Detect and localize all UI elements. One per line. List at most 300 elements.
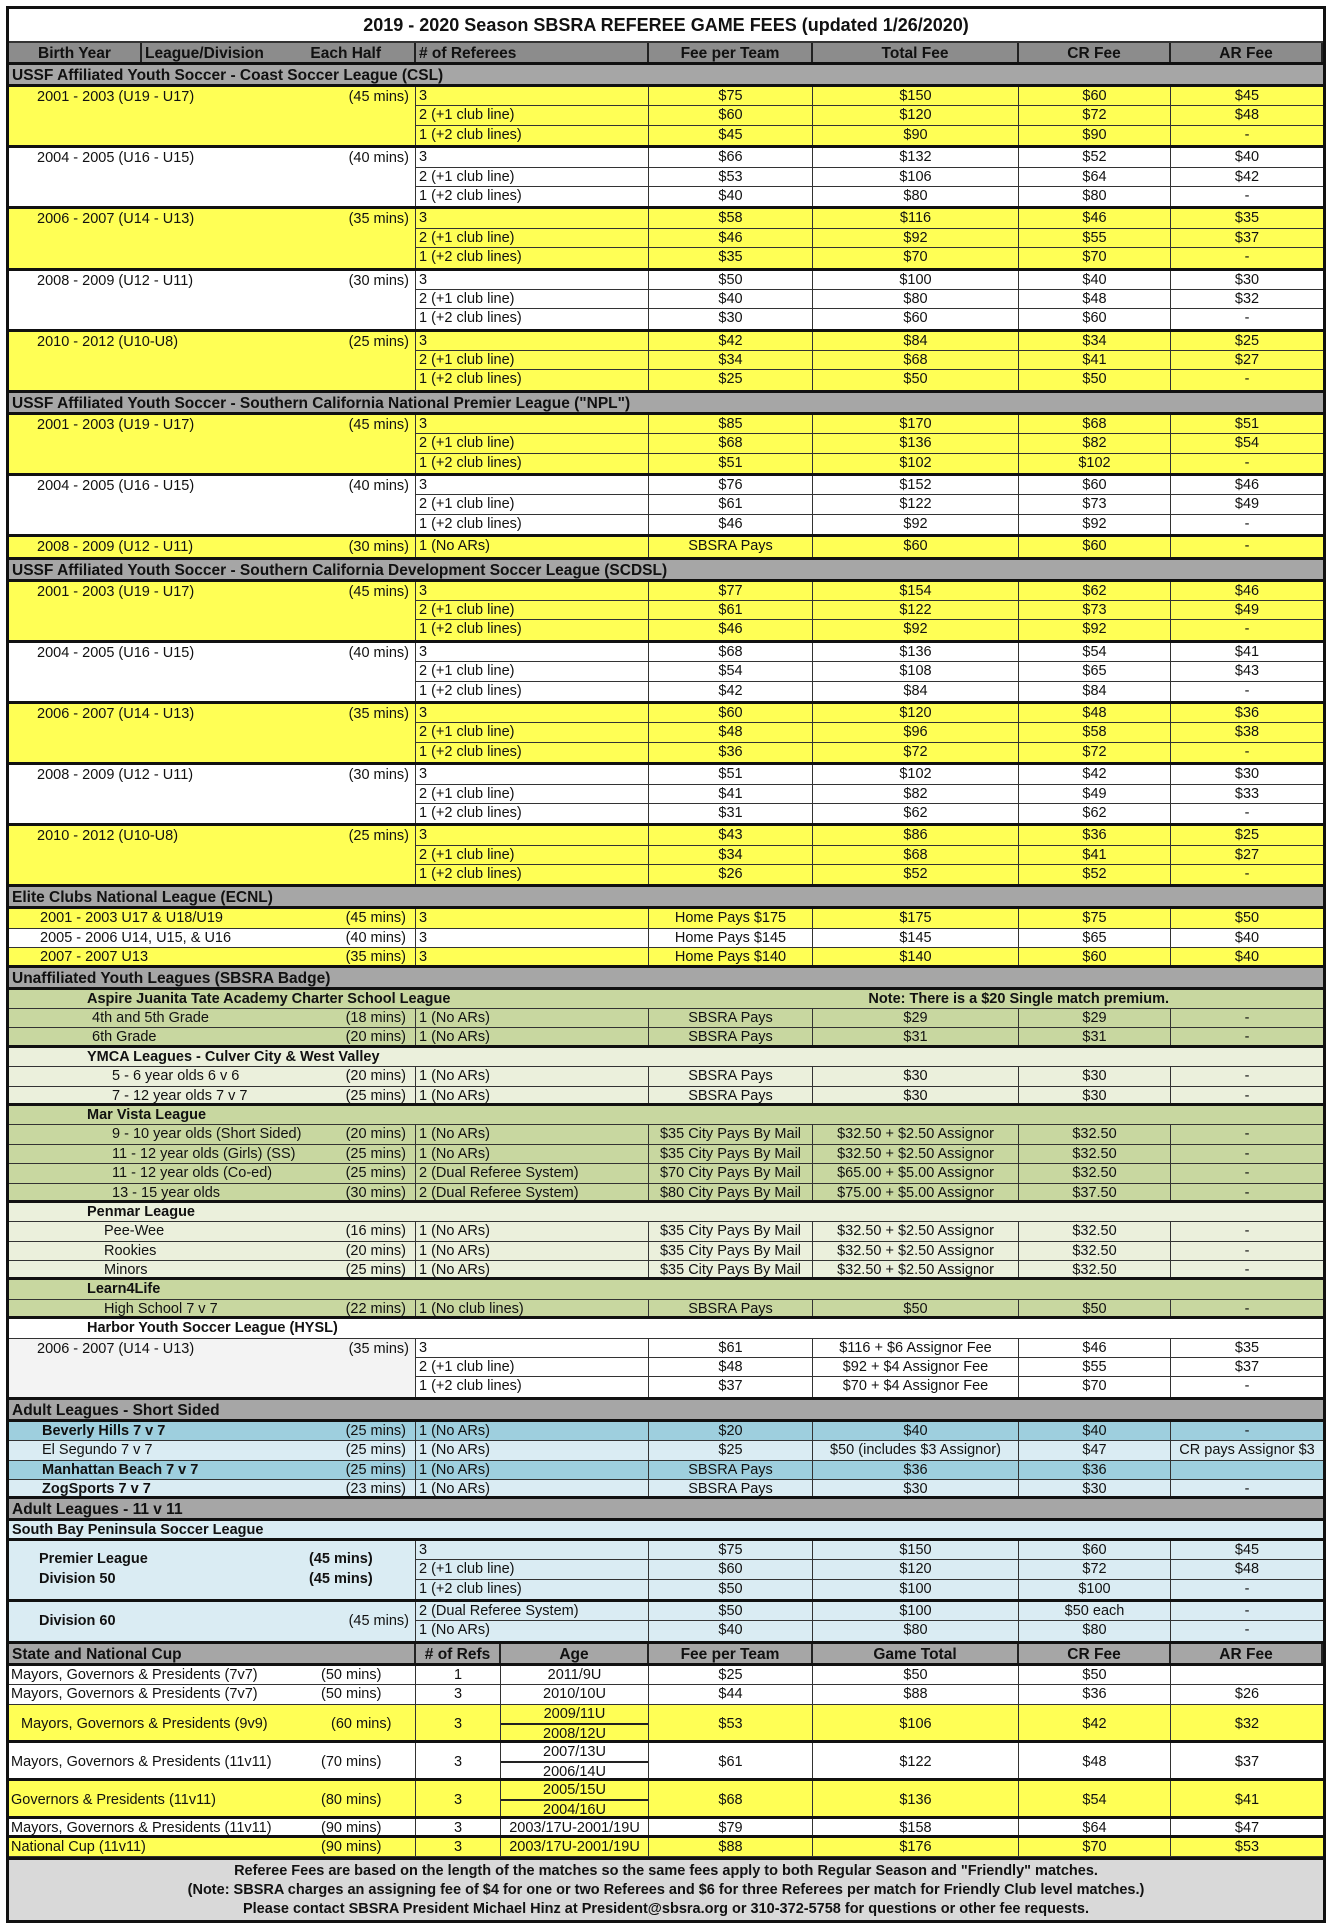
fee-rows bbox=[416, 332, 1323, 390]
cr-fee-cell: $41 bbox=[1019, 846, 1171, 864]
referees-cell: 1 (+2 club lines) bbox=[416, 187, 649, 206]
division-name: Division 60 bbox=[39, 1612, 116, 1629]
referees-cell: 1 (+2 club lines) bbox=[416, 370, 649, 389]
league-subheader bbox=[9, 1048, 1323, 1067]
fee-per-team-cell: SBSRA Pays bbox=[649, 537, 813, 556]
cr-fee-cell: $52 bbox=[1019, 148, 1171, 166]
num-refs-cell: 3 bbox=[416, 1705, 501, 1740]
ar-fee-cell: - bbox=[1244, 621, 1250, 638]
row-label bbox=[9, 1838, 416, 1856]
total-fee-cell: $120 bbox=[813, 1560, 1019, 1578]
ar-fee-cell: $36 bbox=[1234, 704, 1260, 721]
referees-cell: 3 bbox=[416, 332, 649, 350]
total-fee-cell: $92 + $4 Assignor Fee bbox=[813, 1358, 1019, 1376]
cr-fee-cell: $30 bbox=[1019, 1067, 1171, 1085]
ar-fee-cell: $53 bbox=[1234, 1838, 1260, 1855]
each-half: (35 mins) bbox=[345, 949, 406, 965]
ar-fee-cell: $45 bbox=[1234, 1541, 1260, 1558]
ar-fee-cell: $48 bbox=[1234, 107, 1260, 124]
row-label bbox=[9, 1480, 416, 1496]
each-half: (40 mins) bbox=[348, 478, 409, 495]
row-label bbox=[9, 909, 416, 927]
each-half: (20 mins) bbox=[345, 1126, 406, 1143]
age-value: 2003/17U-2001/19U bbox=[509, 1819, 640, 1835]
table-row bbox=[416, 765, 1323, 784]
total-fee-cell: $50 bbox=[813, 370, 1019, 389]
age-group-label bbox=[9, 643, 416, 701]
fee-rows bbox=[416, 209, 1323, 267]
cr-fee-cell: $73 bbox=[1019, 495, 1171, 513]
referees-cell: 1 (No ARs) bbox=[416, 1461, 649, 1479]
total-fee-cell: $92 bbox=[813, 229, 1019, 247]
ar-fee-cell: - bbox=[1244, 1145, 1250, 1162]
table-row bbox=[416, 620, 1323, 639]
each-half: (25 mins) bbox=[345, 1461, 406, 1478]
table-row bbox=[9, 1422, 1323, 1441]
row-name: 6th Grade bbox=[92, 1029, 157, 1045]
ar-fee-cell: - bbox=[1244, 187, 1250, 204]
section-npl: USSF Affiliated Youth Soccer - Southern California National Premier League ("NPL") bbox=[9, 393, 1323, 415]
cr-fee-cell: $80 bbox=[1019, 1621, 1171, 1640]
each-half: (90 mins) bbox=[321, 1819, 382, 1835]
cr-fee-cell: $72 bbox=[1019, 1560, 1171, 1578]
referees-cell: 3 bbox=[416, 643, 649, 661]
fee-per-team-cell: $41 bbox=[649, 785, 813, 803]
fee-rows bbox=[416, 704, 1323, 762]
ar-fee-cell: $30 bbox=[1234, 271, 1260, 288]
each-half: (45 mins) bbox=[309, 1571, 373, 1588]
fee-rows bbox=[416, 271, 1323, 329]
age-group bbox=[9, 1541, 1323, 1602]
referees-cell: 1 (No ARs) bbox=[416, 1067, 649, 1085]
table-row bbox=[9, 1480, 1323, 1499]
ar-fee-cell: $51 bbox=[1234, 415, 1260, 432]
each-half: (45 mins) bbox=[348, 416, 409, 433]
age-cell bbox=[501, 1666, 649, 1684]
fee-per-team-cell: SBSRA Pays bbox=[649, 1067, 813, 1085]
footer-line-3: Please contact SBSRA President Michael Hinz at President@sbsra.org or 310-372-5758 for questions or other fee requests. bbox=[242, 1901, 1089, 1918]
birth-year: 2006 - 2007 (U14 - U13) bbox=[37, 1340, 195, 1357]
total-fee-cell: $40 bbox=[813, 1422, 1019, 1440]
cr-fee-cell: $82 bbox=[1019, 434, 1171, 452]
table-row bbox=[416, 351, 1323, 370]
age-group bbox=[9, 415, 1323, 476]
num-refs-cell: 1 bbox=[416, 1666, 501, 1684]
fee-per-team-cell: $75 bbox=[649, 87, 813, 105]
ar-fee-cell: $54 bbox=[1234, 435, 1260, 452]
cr-fee-cell: $65 bbox=[1019, 662, 1171, 680]
ar-fee-cell: - bbox=[1244, 249, 1250, 266]
column-header-row bbox=[9, 43, 1323, 65]
fee-rows bbox=[416, 1541, 1323, 1599]
each-half: (20 mins) bbox=[345, 1029, 406, 1045]
each-half: (70 mins) bbox=[321, 1753, 382, 1770]
each-half: (45 mins) bbox=[345, 910, 406, 927]
cr-fee-cell: $60 bbox=[1019, 1541, 1171, 1559]
row-name: Mayors, Governors & Presidents (9v9) bbox=[21, 1715, 268, 1732]
table-row bbox=[416, 415, 1323, 434]
ar-fee-cell: - bbox=[1244, 1029, 1250, 1045]
referees-cell: 2 (+1 club line) bbox=[416, 229, 649, 247]
fee-per-team-cell: $26 bbox=[649, 865, 813, 884]
age-value: 2004/16U bbox=[543, 1801, 606, 1816]
ar-fee-cell bbox=[1171, 1666, 1323, 1684]
age-cell bbox=[501, 1705, 649, 1740]
table-row bbox=[9, 1705, 1323, 1743]
birth-year: 2004 - 2005 (U16 - U15) bbox=[37, 478, 195, 495]
birth-year: 2010 - 2012 (U10-U8) bbox=[37, 828, 179, 845]
table-row bbox=[416, 582, 1323, 601]
cr-fee-cell: $50 bbox=[1019, 1666, 1171, 1684]
each-half: (25 mins) bbox=[345, 1165, 406, 1182]
fee-per-team-cell: SBSRA Pays bbox=[649, 1461, 813, 1479]
total-fee-cell: $32.50 + $2.50 Assignor bbox=[813, 1261, 1019, 1277]
total-fee-cell: $108 bbox=[813, 662, 1019, 680]
league-subheader bbox=[9, 1106, 1323, 1125]
section-adult-short-sided: Adult Leagues - Short Sided bbox=[9, 1400, 1323, 1422]
age-group-label bbox=[9, 476, 416, 534]
table-row bbox=[416, 1358, 1323, 1377]
league-subheader bbox=[9, 1280, 1323, 1299]
row-label bbox=[9, 1300, 416, 1316]
cr-fee-cell: $37.50 bbox=[1019, 1184, 1171, 1200]
each-half: (25 mins) bbox=[345, 1087, 406, 1103]
row-name: Manhattan Beach 7 v 7 bbox=[42, 1461, 199, 1478]
ar-fee-cell: - bbox=[1244, 1184, 1250, 1200]
referees-cell: 1 (No ARs) bbox=[416, 537, 649, 556]
game-total-cell: $136 bbox=[813, 1781, 1019, 1816]
referees-cell: 3 bbox=[416, 271, 649, 289]
referees-cell: 1 (No ARs) bbox=[416, 1261, 649, 1277]
row-label bbox=[9, 1781, 416, 1816]
ar-fee-cell: $41 bbox=[1234, 643, 1260, 660]
table-row bbox=[416, 187, 1323, 206]
total-fee-cell: $152 bbox=[813, 476, 1019, 494]
referees-cell: 2 (+1 club line) bbox=[416, 168, 649, 186]
cr-fee-cell: $62 bbox=[1019, 804, 1171, 823]
age-value: 2009/11U bbox=[501, 1705, 648, 1725]
ar-fee-cell: $41 bbox=[1234, 1791, 1260, 1808]
fee-per-team-cell: $36 bbox=[649, 743, 813, 762]
cr-fee-cell: $29 bbox=[1019, 1009, 1171, 1027]
referees-cell: 1 (No club lines) bbox=[416, 1300, 649, 1316]
fee-per-team-cell: $51 bbox=[649, 454, 813, 473]
row-name: 9 - 10 year olds (Short Sided) bbox=[112, 1126, 302, 1143]
col-birth-year: Birth Year bbox=[9, 43, 142, 62]
fee-sheet bbox=[6, 6, 1326, 1923]
total-fee-cell: $86 bbox=[813, 826, 1019, 844]
cup-header-row bbox=[9, 1644, 1323, 1666]
fee-per-team-cell: $40 bbox=[649, 290, 813, 308]
referees-cell: 3 bbox=[416, 148, 649, 166]
each-half: (35 mins) bbox=[348, 1340, 409, 1357]
total-fee-cell: $30 bbox=[813, 1067, 1019, 1085]
row-label bbox=[9, 929, 416, 947]
referees-cell: 3 bbox=[416, 1541, 649, 1559]
cr-fee-cell: $31 bbox=[1019, 1028, 1171, 1044]
each-half: (40 mins) bbox=[348, 644, 409, 661]
ar-fee-cell: - bbox=[1244, 538, 1250, 555]
referees-cell: 2 (+1 club line) bbox=[416, 434, 649, 452]
row-name: Minors bbox=[104, 1262, 148, 1278]
cr-fee-cell: $54 bbox=[1019, 1781, 1171, 1816]
referees-cell: 1 (+2 club lines) bbox=[416, 126, 649, 145]
fee-rows bbox=[416, 537, 1323, 556]
cr-fee-cell: $32.50 bbox=[1019, 1125, 1171, 1143]
each-half: (50 mins) bbox=[321, 1666, 382, 1683]
col-cr-fee: CR Fee bbox=[1019, 43, 1171, 62]
table-row bbox=[416, 209, 1323, 228]
birth-year: 2001 - 2003 (U19 - U17) bbox=[37, 89, 195, 105]
ar-fee-cell: $27 bbox=[1234, 352, 1260, 369]
each-half: (25 mins) bbox=[345, 1442, 406, 1459]
age-value: 2007/13U bbox=[501, 1743, 648, 1763]
ar-fee-cell: - bbox=[1244, 1010, 1250, 1027]
each-half: (25 mins) bbox=[348, 828, 409, 845]
age-group-label bbox=[9, 1339, 416, 1397]
fee-per-team-cell: $88 bbox=[649, 1838, 813, 1856]
total-fee-cell: $150 bbox=[813, 1541, 1019, 1559]
table-row bbox=[416, 704, 1323, 723]
fee-per-team-cell: $46 bbox=[649, 229, 813, 247]
table-row bbox=[9, 1461, 1323, 1480]
total-fee-cell: $120 bbox=[813, 704, 1019, 722]
each-half: (80 mins) bbox=[321, 1791, 382, 1808]
cr-fee-cell: $52 bbox=[1019, 865, 1171, 884]
ar-fee-cell: $37 bbox=[1234, 1753, 1260, 1770]
ar-fee-cell: $46 bbox=[1234, 477, 1260, 494]
section-ecnl: Elite Clubs National League (ECNL) bbox=[9, 887, 1323, 909]
ar-fee-cell: $50 bbox=[1234, 910, 1260, 927]
total-fee-cell: $96 bbox=[813, 723, 1019, 741]
ar-fee-cell: $37 bbox=[1234, 229, 1260, 246]
row-name: Mayors, Governors & Presidents (7v7) bbox=[11, 1666, 258, 1683]
table-row bbox=[416, 1377, 1323, 1396]
cr-fee-cell: $32.50 bbox=[1019, 1261, 1171, 1277]
fee-per-team-cell: SBSRA Pays bbox=[649, 1480, 813, 1496]
league-name: Mar Vista League bbox=[87, 1106, 207, 1123]
age-group bbox=[9, 826, 1323, 887]
fee-per-team-cell: $85 bbox=[649, 415, 813, 433]
referees-cell: 1 (No ARs) bbox=[416, 1222, 649, 1240]
ar-fee-cell: - bbox=[1244, 682, 1250, 699]
fee-per-team-cell: SBSRA Pays bbox=[649, 1028, 813, 1044]
table-row bbox=[416, 537, 1323, 556]
age-group-label bbox=[9, 826, 416, 884]
fee-per-team-cell: $61 bbox=[649, 601, 813, 619]
fee-per-team-cell: $34 bbox=[649, 846, 813, 864]
table-row bbox=[416, 1339, 1323, 1358]
ar-fee-cell: - bbox=[1244, 515, 1250, 532]
referees-cell: 1 (+2 club lines) bbox=[416, 1580, 649, 1599]
each-half: (45 mins) bbox=[309, 1551, 373, 1568]
total-fee-cell: $92 bbox=[813, 515, 1019, 534]
total-fee-cell: $80 bbox=[813, 1621, 1019, 1640]
row-label bbox=[9, 1222, 416, 1240]
row-label bbox=[9, 1067, 416, 1085]
ar-fee-cell: - bbox=[1244, 371, 1250, 388]
age-group bbox=[9, 1602, 1323, 1644]
col-fee-per-team: Fee per Team bbox=[649, 43, 813, 62]
ar-fee-cell: $35 bbox=[1234, 210, 1260, 227]
fee-per-team-cell: $31 bbox=[649, 804, 813, 823]
table-row bbox=[9, 909, 1323, 928]
total-fee-cell: $100 bbox=[813, 271, 1019, 289]
age-cell bbox=[501, 1819, 649, 1835]
cr-fee-cell: $70 bbox=[1019, 248, 1171, 267]
fee-per-team-cell: $42 bbox=[649, 682, 813, 701]
num-refs-cell: 3 bbox=[416, 1781, 501, 1816]
age-group bbox=[9, 643, 1323, 704]
row-label bbox=[9, 1441, 416, 1459]
each-half: (60 mins) bbox=[331, 1715, 392, 1732]
cr-fee-cell: $48 bbox=[1019, 704, 1171, 722]
ar-fee-cell: - bbox=[1244, 804, 1250, 821]
cr-fee-cell: $32.50 bbox=[1019, 1145, 1171, 1163]
row-name: 5 - 6 year olds 6 v 6 bbox=[112, 1068, 240, 1085]
cr-fee-cell: $50 bbox=[1019, 1300, 1171, 1316]
ar-fee-cell: - bbox=[1244, 126, 1250, 143]
ar-fee-cell: $27 bbox=[1234, 846, 1260, 863]
table-row bbox=[9, 1666, 1323, 1685]
fee-rows bbox=[416, 1339, 1323, 1397]
table-row bbox=[9, 1819, 1323, 1838]
fee-per-team-cell: $20 bbox=[649, 1422, 813, 1440]
division-name: Premier League bbox=[39, 1551, 148, 1568]
cr-fee-cell: $55 bbox=[1019, 229, 1171, 247]
table-row bbox=[416, 290, 1323, 309]
each-half: (25 mins) bbox=[348, 333, 409, 350]
ar-fee-cell: - bbox=[1244, 1580, 1250, 1597]
ar-fee-cell: CR pays Assignor $3 bbox=[1179, 1442, 1315, 1459]
row-label bbox=[9, 1422, 416, 1440]
age-group-label bbox=[9, 87, 416, 145]
birth-year: 2004 - 2005 (U16 - U15) bbox=[37, 150, 195, 167]
fee-rows bbox=[416, 643, 1323, 701]
fee-per-team-cell: $68 bbox=[649, 643, 813, 661]
referees-cell: 1 (+2 club lines) bbox=[416, 454, 649, 473]
row-name: Governors & Presidents (11v11) bbox=[11, 1791, 216, 1808]
col-league: League/Division bbox=[145, 45, 264, 62]
each-half: (45 mins) bbox=[348, 89, 409, 105]
fee-per-team-cell: $44 bbox=[649, 1685, 813, 1703]
row-label bbox=[9, 1145, 416, 1163]
row-label bbox=[9, 948, 416, 964]
cr-fee-cell: $100 bbox=[1019, 1580, 1171, 1599]
referees-cell: 1 (No ARs) bbox=[416, 1087, 649, 1103]
league-subheader: South Bay Peninsula Soccer League bbox=[9, 1521, 1323, 1540]
age-group-label bbox=[9, 271, 416, 329]
referees-cell: 1 (No ARs) bbox=[416, 1480, 649, 1496]
table-row bbox=[416, 332, 1323, 351]
row-label bbox=[9, 1666, 416, 1684]
fee-per-team-cell: $60 bbox=[649, 1560, 813, 1578]
table-row bbox=[416, 662, 1323, 681]
age-value: 2011/9U bbox=[547, 1666, 602, 1683]
referees-cell: 1 (+2 club lines) bbox=[416, 743, 649, 762]
cr-fee-cell: $34 bbox=[1019, 332, 1171, 350]
age-group bbox=[9, 704, 1323, 765]
age-value: 2005/15U bbox=[501, 1781, 648, 1801]
row-label bbox=[9, 1743, 416, 1778]
row-label bbox=[9, 1685, 416, 1703]
cr-fee-cell: $48 bbox=[1019, 1743, 1171, 1778]
section-unaffiliated: Unaffiliated Youth Leagues (SBSRA Badge) bbox=[9, 968, 1323, 990]
each-half: (35 mins) bbox=[348, 705, 409, 722]
fee-rows bbox=[416, 415, 1323, 473]
league-subheader bbox=[9, 1203, 1323, 1222]
ar-fee-cell: - bbox=[1244, 1300, 1250, 1317]
cr-fee-cell: $84 bbox=[1019, 682, 1171, 701]
total-fee-cell: $50 bbox=[813, 1300, 1019, 1316]
row-name: Rookies bbox=[104, 1242, 157, 1259]
cr-fee-cell: $58 bbox=[1019, 723, 1171, 741]
cr-fee-cell: $75 bbox=[1019, 909, 1171, 927]
cr-fee-cell: $54 bbox=[1019, 643, 1171, 661]
table-row bbox=[416, 148, 1323, 167]
ar-fee-cell: $47 bbox=[1234, 1819, 1260, 1835]
fee-per-team-cell: $37 bbox=[649, 1377, 813, 1396]
table-row bbox=[9, 1685, 1323, 1704]
fee-per-team-cell: $60 bbox=[649, 704, 813, 722]
fee-per-team-cell: $48 bbox=[649, 723, 813, 741]
fee-per-team-cell: $68 bbox=[649, 1781, 813, 1816]
total-fee-cell: $84 bbox=[813, 332, 1019, 350]
age-cell bbox=[501, 1838, 649, 1856]
row-label bbox=[9, 1705, 416, 1740]
fee-per-team-cell: $50 bbox=[649, 1602, 813, 1620]
cr-fee-cell: $47 bbox=[1019, 1441, 1171, 1459]
cr-fee-cell: $68 bbox=[1019, 415, 1171, 433]
fee-per-team-cell: $75 bbox=[649, 1541, 813, 1559]
row-name: 7 - 12 year olds 7 v 7 bbox=[112, 1087, 248, 1103]
row-name: High School 7 v 7 bbox=[104, 1300, 218, 1317]
fee-per-team-cell: $45 bbox=[649, 126, 813, 145]
referees-cell: 1 (+2 club lines) bbox=[416, 865, 649, 884]
table-row bbox=[416, 1602, 1323, 1621]
ar-fee-cell: $25 bbox=[1234, 332, 1260, 349]
fee-per-team-cell: $66 bbox=[649, 148, 813, 166]
row-name: 13 - 15 year olds bbox=[112, 1184, 221, 1200]
fee-rows bbox=[416, 148, 1323, 206]
age-group-label bbox=[9, 1602, 416, 1641]
age-group bbox=[9, 1339, 1323, 1400]
table-row bbox=[416, 601, 1323, 620]
table-row bbox=[9, 1184, 1323, 1203]
table-row bbox=[416, 87, 1323, 106]
fee-per-team-cell: $48 bbox=[649, 1358, 813, 1376]
table-row bbox=[9, 1222, 1323, 1241]
col-ar-fee: AR Fee bbox=[1171, 1644, 1323, 1663]
cr-fee-cell: $32.50 bbox=[1019, 1164, 1171, 1182]
total-fee-cell: $32.50 + $2.50 Assignor bbox=[813, 1145, 1019, 1163]
section-csl: USSF Affiliated Youth Soccer - Coast Soccer League (CSL) bbox=[9, 65, 1323, 87]
age-group bbox=[9, 271, 1323, 332]
total-fee-cell: $132 bbox=[813, 148, 1019, 166]
cr-fee-cell: $90 bbox=[1019, 126, 1171, 145]
referees-cell: 3 bbox=[416, 87, 649, 105]
total-fee-cell: $68 bbox=[813, 351, 1019, 369]
cr-fee-cell: $40 bbox=[1019, 271, 1171, 289]
fee-per-team-cell: $50 bbox=[649, 271, 813, 289]
total-fee-cell: $122 bbox=[813, 601, 1019, 619]
total-fee-cell: $62 bbox=[813, 804, 1019, 823]
total-fee-cell: $50 (includes $3 Assignor) bbox=[813, 1441, 1019, 1459]
fee-per-team-cell: $79 bbox=[649, 1819, 813, 1835]
each-half: (20 mins) bbox=[345, 1068, 406, 1085]
ar-fee-cell: - bbox=[1244, 1378, 1250, 1395]
row-name: 4th and 5th Grade bbox=[92, 1010, 209, 1027]
